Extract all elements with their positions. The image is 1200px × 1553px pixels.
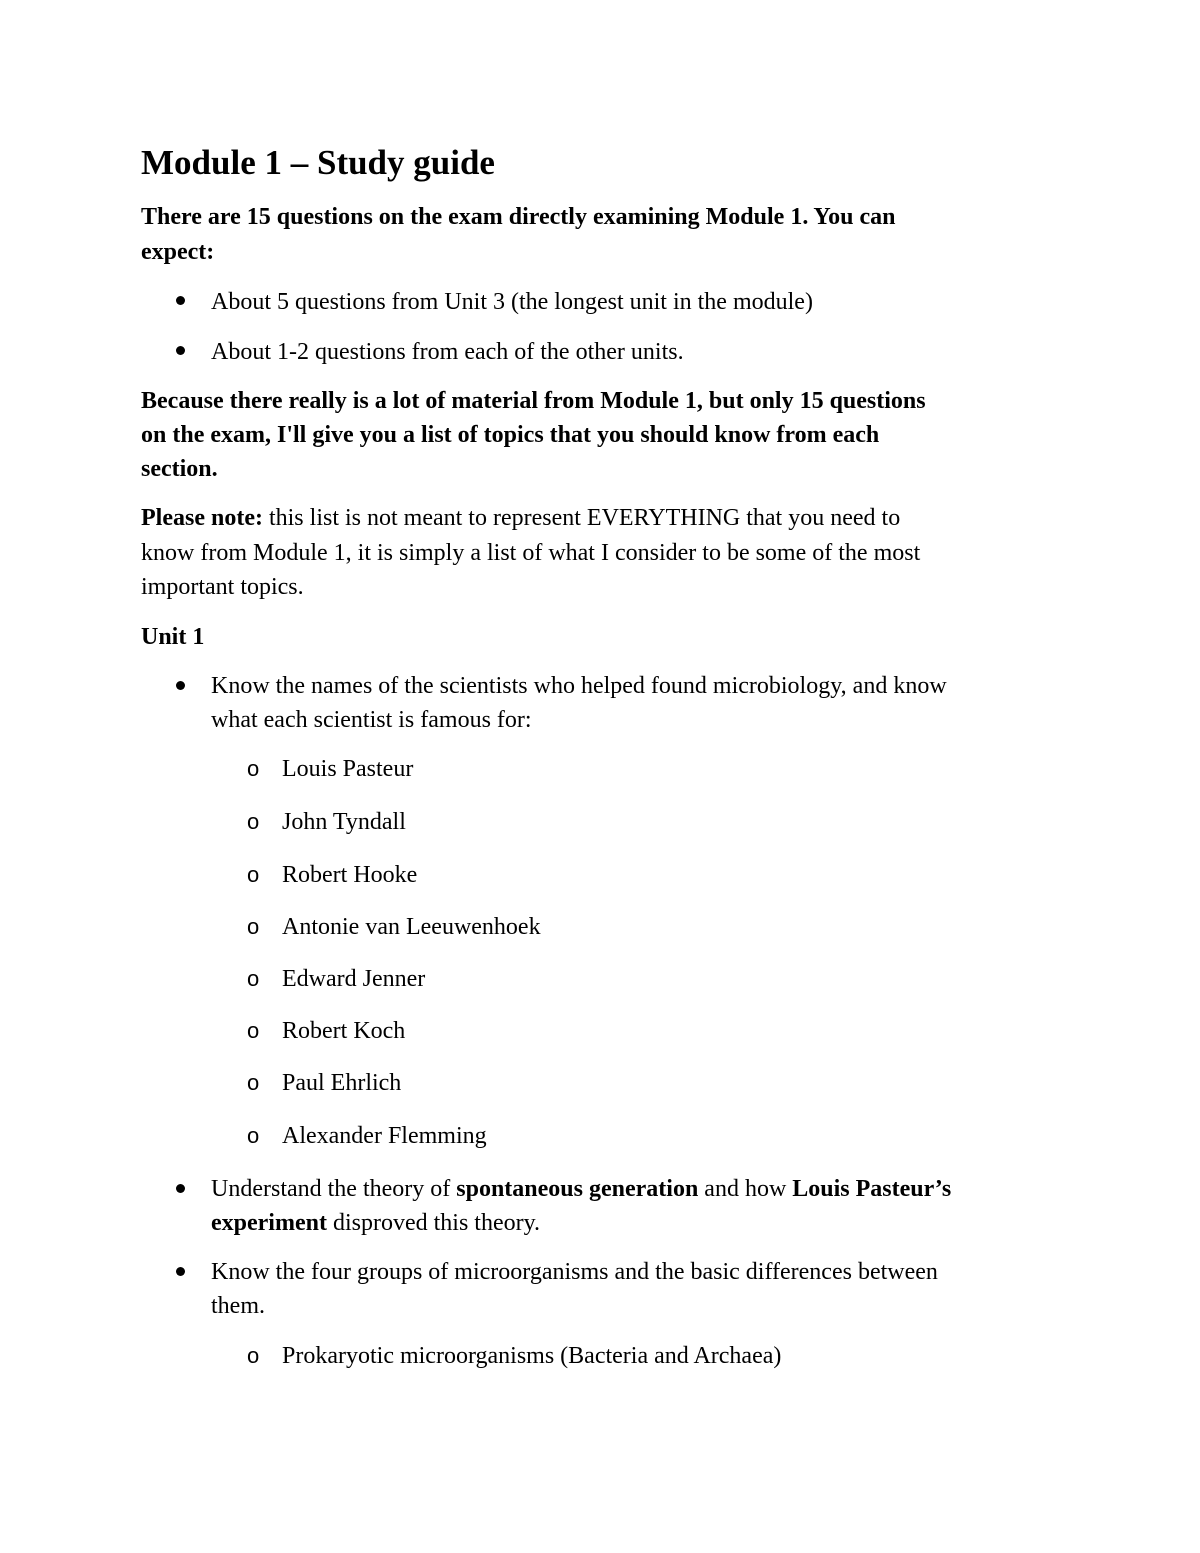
because-line-3: section. xyxy=(141,456,218,482)
circle-bullet-icon: o xyxy=(247,1123,260,1148)
note-text: this list is not meant to represent EVERYTHING that you need to xyxy=(262,505,901,531)
term-louis-pasteur: Louis Pasteur’s xyxy=(792,1176,952,1202)
bullet-icon xyxy=(176,681,185,690)
list-item-group: Prokaryotic microorganisms (Bacteria and Archaea) xyxy=(282,1343,782,1369)
intro-line-2: expect: xyxy=(141,239,215,265)
list-item-scientist: Alexander Flemming xyxy=(282,1123,487,1149)
list-item-scientist: Robert Koch xyxy=(282,1018,406,1044)
unit-1-item-2-line-1 xyxy=(211,1172,951,1206)
term-spontaneous-generation: spontaneous generation xyxy=(456,1176,699,1202)
because-line-2: on the exam, I'll give you a list of topics that you should know from each xyxy=(141,422,880,448)
item-text: Understand the theory of xyxy=(211,1176,457,1202)
item-text: and how xyxy=(698,1176,793,1202)
note-label: Please note: xyxy=(141,505,263,531)
because-line-1: Because there really is a lot of material from Module 1, but only 15 questions xyxy=(141,388,926,414)
unit-1-heading: Unit 1 xyxy=(141,624,205,650)
note-line-3: important topics. xyxy=(141,574,304,600)
bullet-icon xyxy=(176,296,185,305)
circle-bullet-icon: o xyxy=(247,1343,260,1368)
list-item-scientist: Edward Jenner xyxy=(282,966,426,992)
intro-line-1: There are 15 questions on the exam directly examining Module 1. You can xyxy=(141,204,896,230)
list-item-scientist: Robert Hooke xyxy=(282,862,418,888)
unit-1-item-2-line-2 xyxy=(211,1206,540,1240)
list-item-expect-2: About 1-2 questions from each of the other units. xyxy=(211,339,684,365)
list-item-scientist: John Tyndall xyxy=(282,809,406,835)
unit-1-item-3-line-2: them. xyxy=(211,1293,265,1319)
circle-bullet-icon: o xyxy=(247,966,260,991)
page-title: Module 1 – Study guide xyxy=(141,143,495,182)
list-item-scientist: Paul Ehrlich xyxy=(282,1070,402,1096)
circle-bullet-icon: o xyxy=(247,862,260,887)
unit-1-item-3-line-1: Know the four groups of microorganisms and the basic differences between xyxy=(211,1259,938,1285)
list-item-scientist: Antonie van Leeuwenhoek xyxy=(282,914,541,940)
list-item-scientist: Louis Pasteur xyxy=(282,756,414,782)
bullet-icon xyxy=(176,346,185,355)
term-experiment: experiment xyxy=(211,1210,327,1236)
list-item-expect-1: About 5 questions from Unit 3 (the longest unit in the module) xyxy=(211,289,813,315)
note-line-1 xyxy=(141,501,900,535)
circle-bullet-icon: o xyxy=(247,1018,260,1043)
circle-bullet-icon: o xyxy=(247,756,260,781)
note-line-2: know from Module 1, it is simply a list of what I consider to be some of the most xyxy=(141,540,921,566)
bullet-icon xyxy=(176,1267,185,1276)
circle-bullet-icon: o xyxy=(247,809,260,834)
circle-bullet-icon: o xyxy=(247,1070,260,1095)
unit-1-item-1-line-1: Know the names of the scientists who helped found microbiology, and know xyxy=(211,673,947,699)
item-text: disproved this theory. xyxy=(326,1210,541,1236)
bullet-icon xyxy=(176,1184,185,1193)
unit-1-item-1-line-2: what each scientist is famous for: xyxy=(211,707,532,733)
circle-bullet-icon: o xyxy=(247,914,260,939)
